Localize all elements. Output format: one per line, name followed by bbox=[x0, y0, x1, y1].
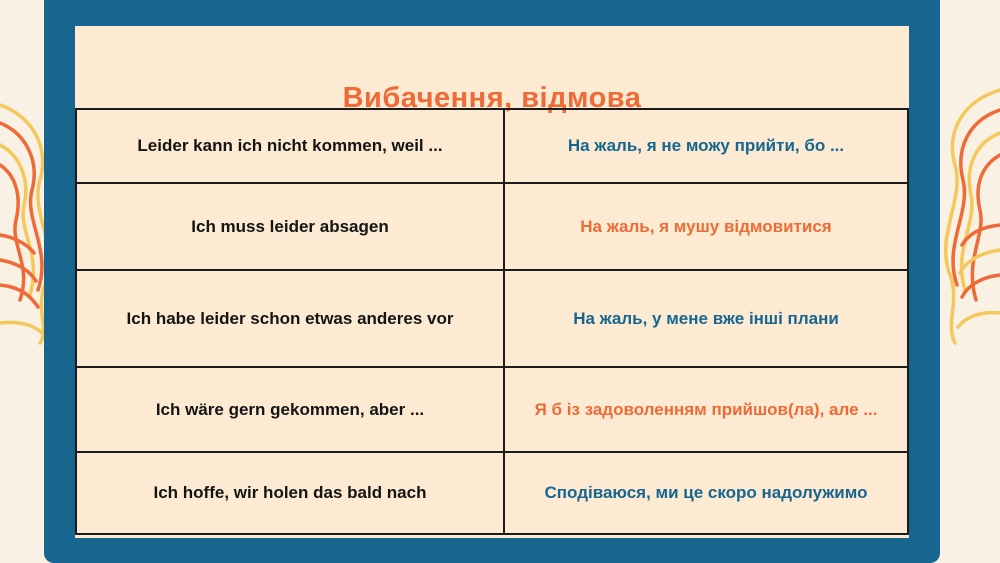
german-phrase: Ich muss leider absagen bbox=[76, 183, 504, 270]
slide-title: Вибачення, відмова bbox=[342, 82, 642, 114]
table-row bbox=[76, 270, 908, 367]
german-phrase: Leider kann ich nicht kommen, weil ... bbox=[76, 109, 504, 183]
ukrainian-translation: На жаль, у мене вже інші плани bbox=[504, 270, 908, 367]
german-phrase: Ich habe leider schon etwas anderes vor bbox=[76, 270, 504, 367]
slide-card bbox=[75, 26, 909, 538]
ukrainian-translation: На жаль, я мушу відмовитися bbox=[504, 183, 908, 270]
table-row bbox=[76, 183, 908, 270]
ukrainian-translation: На жаль, я не можу прийти, бо ... bbox=[504, 109, 908, 183]
german-phrase: Ich hoffe, wir holen das bald nach bbox=[76, 452, 504, 534]
table-row bbox=[76, 367, 908, 452]
ukrainian-translation: Сподіваюся, ми це скоро надолужимо bbox=[504, 452, 908, 534]
german-phrase: Ich wäre gern gekommen, aber ... bbox=[76, 367, 504, 452]
table-row bbox=[76, 452, 908, 534]
table-row bbox=[76, 109, 908, 183]
ukrainian-translation: Я б із задоволенням прийшов(ла), але ... bbox=[504, 367, 908, 452]
phrases-table bbox=[75, 108, 909, 535]
